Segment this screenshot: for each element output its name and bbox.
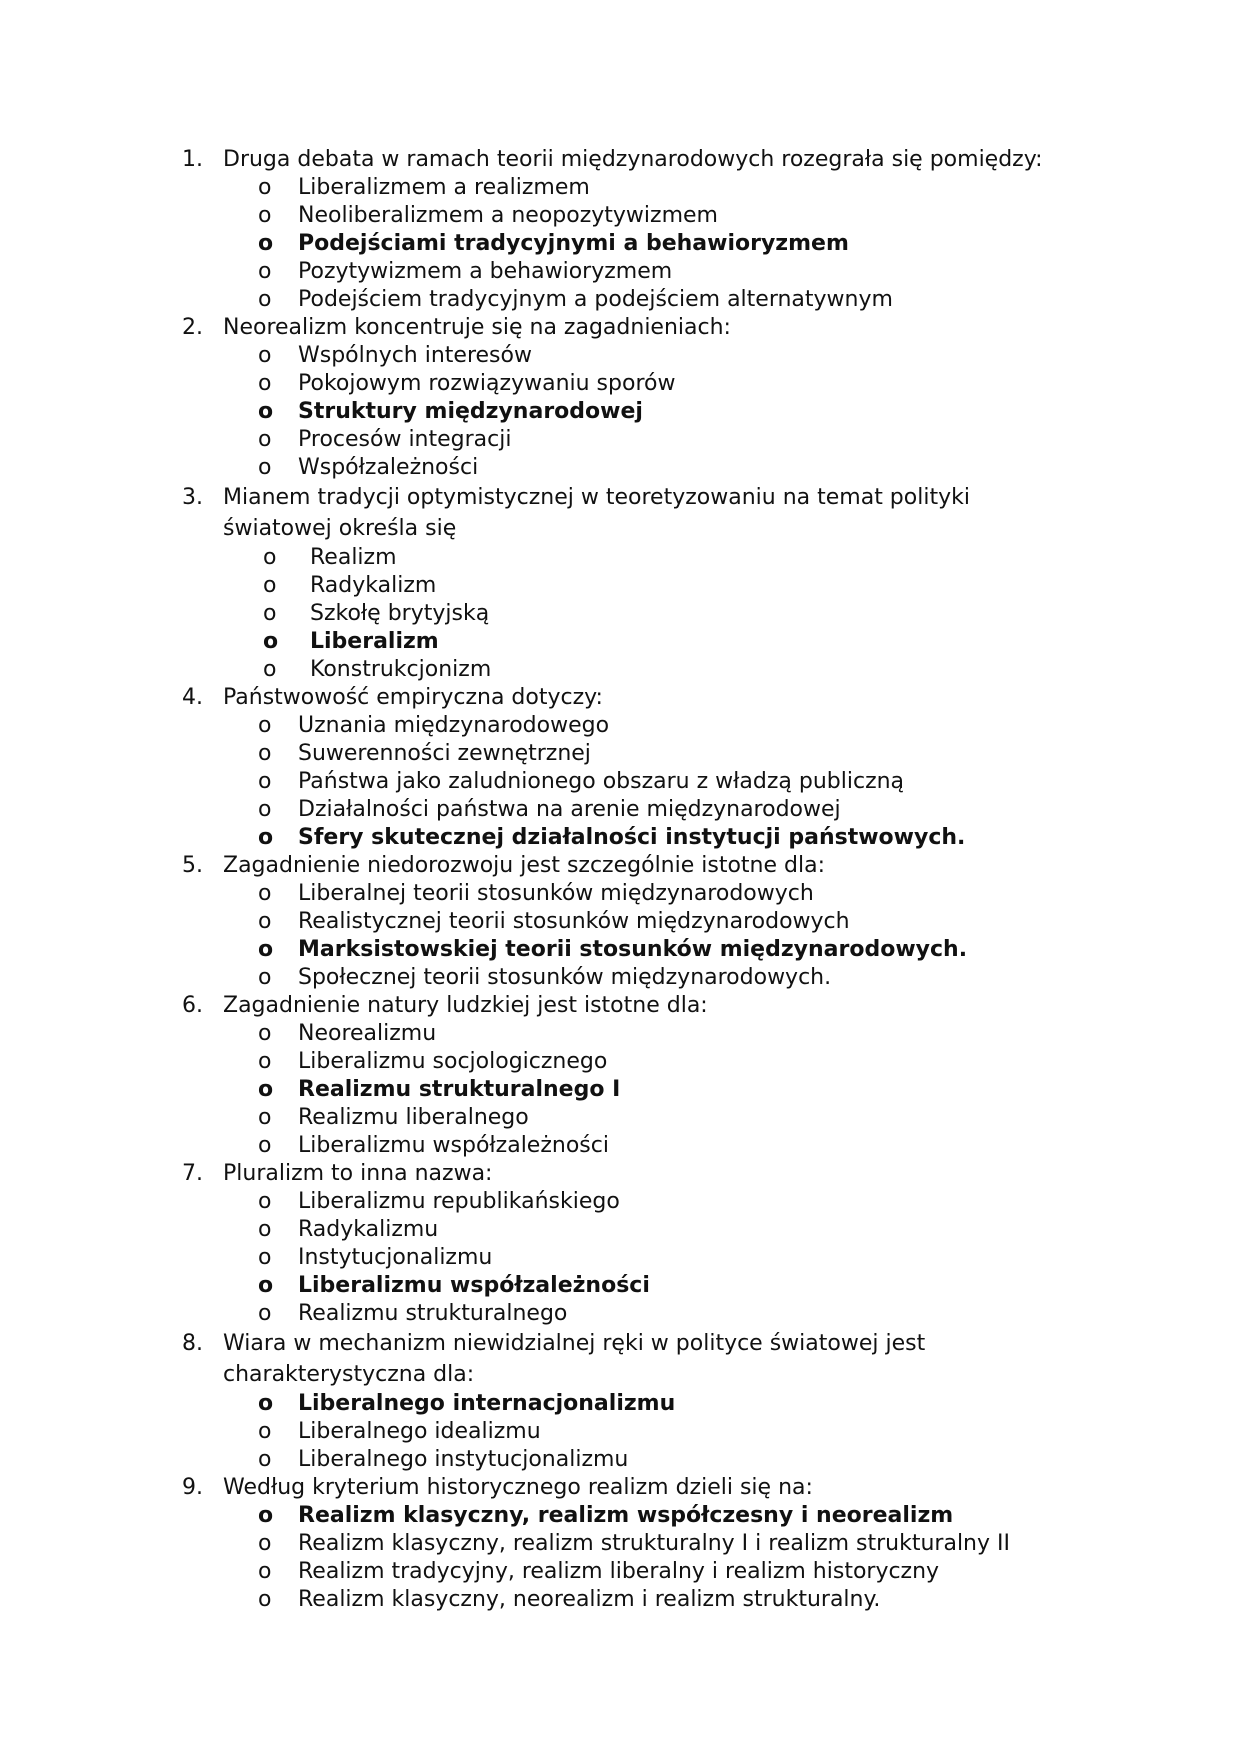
bullet-icon: o (258, 1391, 274, 1416)
option-item (0, 258, 1240, 286)
option-text: Podejściami tradycyjnymi a behawioryzmem (298, 231, 849, 256)
option-text: Realizmu liberalnego (298, 1105, 529, 1130)
option-text: Państwa jako zaludnionego obszaru z władzą publiczną (298, 769, 905, 794)
option-text: Neoliberalizmem a neopozytywizmem (298, 203, 718, 228)
question-number: 3. (182, 485, 203, 510)
option-text: Współzależności (298, 455, 479, 480)
option-text: Liberalizmu współzależności (298, 1133, 609, 1158)
option-text: Sfery skutecznej działalności instytucji państwowych. (298, 825, 966, 850)
question-number: 6. (182, 993, 203, 1018)
bullet-icon: o (258, 1105, 272, 1130)
bullet-icon: o (258, 1419, 272, 1444)
option-text: Realizm (310, 545, 397, 570)
option-item (0, 1530, 1240, 1558)
question-number: 7. (182, 1161, 203, 1186)
bullet-icon: o (258, 259, 272, 284)
bullet-icon: o (258, 175, 272, 200)
option-item (0, 1188, 1240, 1216)
options-list-3 (0, 544, 1240, 684)
option-item (0, 1104, 1240, 1132)
option-text: Podejściem tradycyjnym a podejściem alternatywnym (298, 287, 893, 312)
bullet-icon: o (258, 1245, 272, 1270)
bullet-icon: o (258, 1217, 272, 1242)
option-item-correct (0, 936, 1240, 964)
option-text: Realizmu strukturalnego I (298, 1077, 621, 1102)
bullet-icon: o (258, 965, 272, 990)
option-text: Konstrukcjonizm (310, 657, 492, 682)
bullet-icon: o (258, 769, 272, 794)
bullet-icon: o (258, 455, 272, 480)
bullet-icon: o (258, 797, 272, 822)
option-item (0, 796, 1240, 824)
option-item (0, 174, 1240, 202)
question-4 (0, 684, 1083, 712)
option-text: Neorealizmu (298, 1021, 437, 1046)
option-text: Społecznej teorii stosunków międzynarodowych. (298, 965, 832, 990)
option-item (0, 600, 1240, 628)
option-item (0, 1586, 1240, 1614)
bullet-icon: o (258, 741, 272, 766)
option-item (0, 1020, 1240, 1048)
question-number: 5. (182, 853, 203, 878)
bullet-icon: o (258, 1301, 272, 1326)
option-text: Liberalnego internacjonalizmu (298, 1391, 676, 1416)
bullet-icon: o (263, 601, 277, 626)
bullet-icon: o (258, 1447, 272, 1472)
question-3 (0, 482, 1083, 544)
option-item-correct (0, 1390, 1240, 1418)
question-number: 4. (182, 685, 203, 710)
bullet-icon: o (263, 657, 277, 682)
question-text: Zagadnienie natury ludzkiej jest istotne dla: (223, 993, 708, 1018)
option-item (0, 426, 1240, 454)
option-item (0, 908, 1240, 936)
bullet-icon: o (258, 231, 274, 256)
options-list-7 (0, 1188, 1240, 1328)
option-item (0, 740, 1240, 768)
bullet-icon: o (258, 1133, 272, 1158)
question-text: Według kryterium historycznego realizm dzieli się na: (223, 1475, 813, 1500)
option-text: Pozytywizmem a behawioryzmem (298, 259, 673, 284)
question-number: 9. (182, 1475, 203, 1500)
option-text: Liberalizmu współzależności (298, 1273, 650, 1298)
question-text: Mianem tradycji optymistycznej w teoretyzowaniu na temat polityki światowej określa się (223, 485, 970, 541)
question-text: Zagadnienie niedorozwoju jest szczególnie istotne dla: (223, 853, 825, 878)
bullet-icon: o (258, 909, 272, 934)
bullet-icon: o (258, 287, 272, 312)
options-list-2 (0, 342, 1240, 482)
bullet-icon: o (258, 1189, 272, 1214)
bullet-icon: o (258, 1531, 272, 1556)
question-1 (0, 146, 1083, 174)
option-item (0, 1558, 1240, 1586)
bullet-icon: o (258, 937, 274, 962)
option-item (0, 656, 1240, 684)
option-item (0, 572, 1240, 600)
option-text: Struktury międzynarodowej (298, 399, 643, 424)
option-item (0, 768, 1240, 796)
option-item (0, 1216, 1240, 1244)
bullet-icon: o (258, 825, 274, 850)
bullet-icon: o (258, 713, 272, 738)
option-text: Procesów integracji (298, 427, 512, 452)
option-item-correct (0, 824, 1240, 852)
bullet-icon: o (258, 203, 272, 228)
question-text: Państwowość empiryczna dotyczy: (223, 685, 603, 710)
option-text: Marksistowskiej teorii stosunków międzynarodowych. (298, 937, 968, 962)
question-7 (0, 1160, 1083, 1188)
option-text: Realizmu strukturalnego (298, 1301, 568, 1326)
option-text: Pokojowym rozwiązywaniu sporów (298, 371, 676, 396)
bullet-icon: o (258, 427, 272, 452)
bullet-icon: o (263, 573, 277, 598)
question-6 (0, 992, 1083, 1020)
option-item-correct (0, 398, 1240, 426)
option-text: Liberalizm (310, 629, 439, 654)
options-list-6 (0, 1020, 1240, 1160)
option-item (0, 544, 1240, 572)
option-text: Działalności państwa na arenie międzynarodowej (298, 797, 841, 822)
option-item (0, 1132, 1240, 1160)
option-item (0, 370, 1240, 398)
option-text: Suwerenności zewnętrznej (298, 741, 591, 766)
option-text: Realistycznej teorii stosunków międzynarodowych (298, 909, 850, 934)
option-item (0, 286, 1240, 314)
bullet-icon: o (258, 1077, 274, 1102)
question-text: Druga debata w ramach teorii międzynarodowych rozegrała się pomiędzy: (223, 147, 1043, 172)
options-list-1 (0, 174, 1240, 314)
option-text: Liberalizmu republikańskiego (298, 1189, 620, 1214)
option-item-correct (0, 1076, 1240, 1104)
question-text: Pluralizm to inna nazwa: (223, 1161, 493, 1186)
question-8 (0, 1328, 1083, 1390)
option-text: Realizm klasyczny, realizm współczesny i neorealizm (298, 1503, 954, 1528)
bullet-icon: o (258, 399, 274, 424)
option-text: Liberalizmem a realizmem (298, 175, 590, 200)
question-number: 1. (182, 147, 203, 172)
option-item-correct (0, 230, 1240, 258)
option-text: Instytucjonalizmu (298, 1245, 493, 1270)
question-5 (0, 852, 1083, 880)
option-item (0, 1300, 1240, 1328)
options-list-8 (0, 1390, 1240, 1474)
option-item-correct (0, 628, 1240, 656)
option-item-correct (0, 1272, 1240, 1300)
option-item (0, 880, 1240, 908)
bullet-icon: o (258, 1049, 272, 1074)
bullet-icon: o (258, 881, 272, 906)
document-page (0, 146, 1240, 1614)
options-list-5 (0, 880, 1240, 992)
option-text: Szkołę brytyjską (310, 601, 490, 626)
bullet-icon: o (258, 1503, 274, 1528)
question-number: 8. (182, 1331, 203, 1356)
option-text: Liberalnego idealizmu (298, 1419, 541, 1444)
bullet-icon: o (258, 1587, 272, 1612)
option-text: Liberalizmu socjologicznego (298, 1049, 608, 1074)
options-list-9 (0, 1502, 1240, 1614)
option-item-correct (0, 1502, 1240, 1530)
option-item (0, 1418, 1240, 1446)
option-item (0, 1446, 1240, 1474)
option-text: Radykalizm (310, 573, 437, 598)
option-text: Radykalizmu (298, 1217, 439, 1242)
question-2 (0, 314, 1083, 342)
option-item (0, 1048, 1240, 1076)
option-item (0, 964, 1240, 992)
option-item (0, 1244, 1240, 1272)
bullet-icon: o (258, 371, 272, 396)
bullet-icon: o (258, 1559, 272, 1584)
option-text: Realizm klasyczny, realizm strukturalny I i realizm strukturalny II (298, 1531, 1010, 1556)
option-item (0, 712, 1240, 740)
bullet-icon: o (258, 1021, 272, 1046)
bullet-icon: o (263, 629, 279, 654)
bullet-icon: o (258, 1273, 274, 1298)
question-text: Wiara w mechanizm niewidzialnej ręki w polityce światowej jest charakterystyczna dla: (223, 1331, 926, 1387)
option-text: Realizm klasyczny, neorealizm i realizm strukturalny. (298, 1587, 881, 1612)
option-text: Liberalnej teorii stosunków międzynarodowych (298, 881, 814, 906)
question-number: 2. (182, 315, 203, 340)
option-text: Realizm tradycyjny, realizm liberalny i realizm historyczny (298, 1559, 940, 1584)
question-9 (0, 1474, 1083, 1502)
option-text: Wspólnych interesów (298, 343, 532, 368)
option-item (0, 454, 1240, 482)
option-item (0, 202, 1240, 230)
question-text: Neorealizm koncentruje się na zagadnieniach: (223, 315, 731, 340)
bullet-icon: o (263, 545, 277, 570)
options-list-4 (0, 712, 1240, 852)
option-text: Liberalnego instytucjonalizmu (298, 1447, 629, 1472)
bullet-icon: o (258, 343, 272, 368)
option-item (0, 342, 1240, 370)
option-text: Uznania międzynarodowego (298, 713, 610, 738)
